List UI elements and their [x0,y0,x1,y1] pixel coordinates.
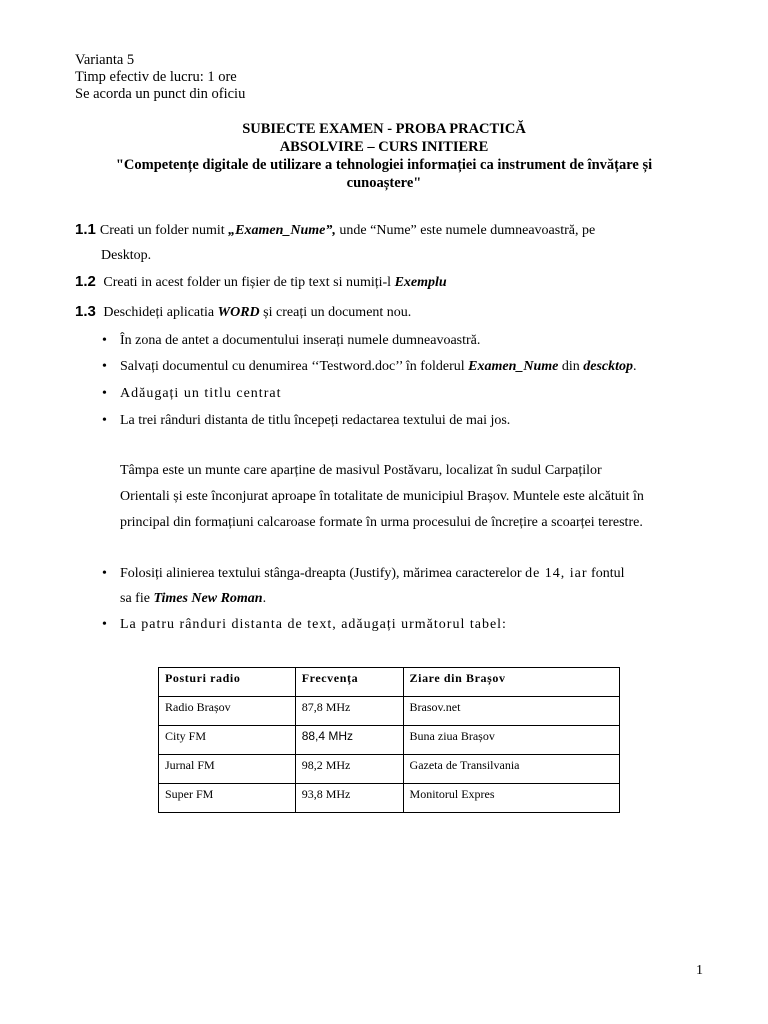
variant-line: Varianta 5 [75,52,135,68]
bullet-text: În zona de antet a documentului inserați numele dumneavoastră. [120,333,481,348]
table-cell: Super FM [159,784,296,813]
section-1-2 [75,273,447,292]
table-header-cell: Ziare din Brașov [403,668,619,697]
table-cell: 98,2 MHz [295,755,403,784]
section-bold-text: Exemplu [394,275,447,290]
paragraph-line: Orientali și este înconjurat aproape în totalitate de municipiul Brașov. Muntele este alcătuit în [120,489,644,504]
section-bold-text: „Examen_Nume”, [228,223,336,238]
bullet-text: La trei rânduri distanta de titlu începeți redactarea textului de mai jos. [120,413,511,428]
bullet-text: La patru rânduri distanta de text, adăugați următorul tabel: [120,617,507,632]
title-line-2: ABSOLVIRE – CURS INITIERE [279,139,489,155]
table-header-row [159,668,620,697]
title-line-4: cunoaștere" [346,175,422,191]
table-header-cell: Frecvența [295,668,403,697]
section-text: Creati in acest folder un fișier de tip text si numiți-l [99,275,395,290]
title-line-1: SUBIECTE EXAMEN - PROBA PRACTICĂ [242,121,526,137]
table-cell: City FM [159,726,296,755]
table-cell: Radio Brașov [159,697,296,726]
body-paragraph [120,458,700,536]
table-cell: Monitorul Expres [403,784,619,813]
time-line: Timp efectiv de lucru: 1 ore [75,69,237,85]
table-cell: 87,8 MHz [295,697,403,726]
table-header-cell: Posturi radio [159,668,296,697]
table-row [159,784,620,813]
section-text: Deschideți aplicatia [99,305,218,320]
bullet-icon: • [102,359,107,374]
section-number: 1.1 [75,221,96,238]
table-cell: Buna ziua Brașov [403,726,619,755]
table-row [159,755,620,784]
section-text-end: unde “Nume” este numele dumneavoastră, pe [335,223,596,238]
table-row [159,697,620,726]
section-text-end: și creați un document nou. [259,305,412,320]
bullet-icon: • [102,617,107,632]
table-row [159,726,620,755]
section-text: Creati un folder numit [99,223,229,238]
bullet-continuation: sa fie Times New Roman. [120,591,267,606]
table-cell: 88,4 MHz [295,726,403,755]
paragraph-line: principal din formațiuni calcaroase formate în urma procesului de încrețire a scoarței terestre. [120,515,643,530]
bonus-line: Se acorda un punct din oficiu [75,86,246,102]
paragraph-line: Tâmpa este un munte care aparține de masivul Postăvaru, localizat în sudul Carpaților [120,463,602,478]
bullet-icon: • [102,333,107,348]
table-cell: Brasov.net [403,697,619,726]
table-cell: Gazeta de Transilvania [403,755,619,784]
bullet-icon: • [102,386,107,401]
section-1-1 [75,221,595,240]
table-cell: 93,8 MHz [295,784,403,813]
bullet-icon: • [102,413,107,428]
bullet-text: Folosiți alinierea textului stânga-dreapta (Justify), mărimea caracterelor de 14, iar fontul [120,566,625,581]
exam-title [60,120,708,192]
bullet-icon: • [102,566,107,581]
title-line-3: "Competențe digitale de utilizare a tehnologiei informației ca instrument de învățare și [115,157,653,173]
section-1-1-continuation: Desktop. [101,248,152,263]
section-bold-text: WORD [217,305,260,320]
bullet-text: Adăugați un titlu centrat [120,386,282,401]
table-cell: Jurnal FM [159,755,296,784]
section-1-3 [75,303,411,322]
section-number: 1.3 [75,303,96,320]
section-number: 1.2 [75,273,96,290]
radio-stations-table [158,667,620,813]
bullet-text: Salvați documentul cu denumirea ‘‘Testword.doc’’ în folderul Examen_Nume din descktop. [120,359,637,374]
page-number: 1 [696,963,703,978]
